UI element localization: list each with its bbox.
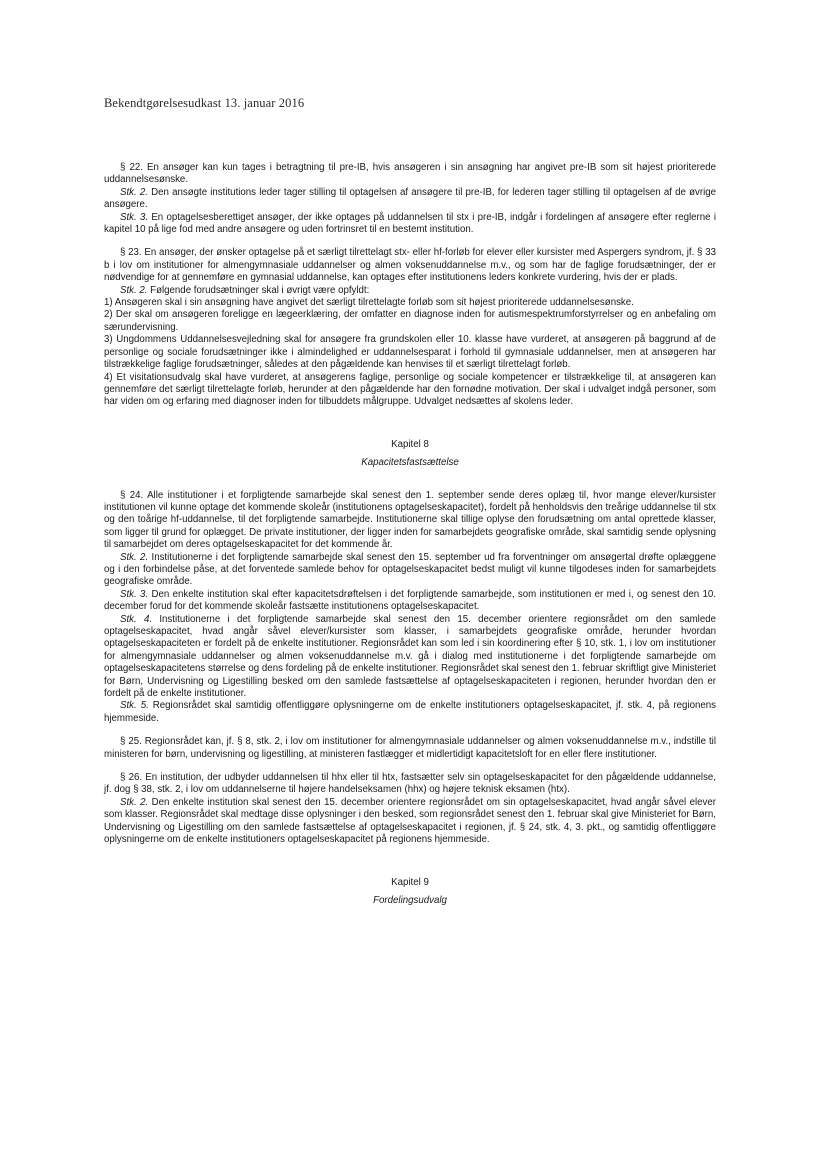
section-24-stk-4 xyxy=(104,614,716,701)
stk-text: En optagelsesberettiget ansøger, der ikke optages på uddannelsen til stx i pre-IB, indgår i fordelingen af ansøgere efter reglerne i kapitel 10 på lige fod med andre ansøgere og uden fortrinsret til en bestemt institution. xyxy=(104,211,716,236)
stk-text: Den enkelte institution skal senest den 15. december orientere regionsrådet om sin optagelseskapacitet, hvad angår såvel elever som klasser. Regionsrådet skal medtage disse oplysninger i den besked, som regionsrådet senest den 1. februar skal give Ministeriet for Børn, Undervisning og Ligestilling om den samlede fastsættelse af optagelseskapacitet i regionen, jf. § 24, stk. 4, 3. pkt., og samtidig offentliggøre oplysningerne om de enkelte institutioners optagelseskapacitet på regionens hjemmeside. xyxy=(104,796,716,846)
section-23: § 23. En ansøger, der ønsker optagelse på et særligt tilrettelagt stx- eller hf-forløb for elever eller kursister med Aspergers syndrom, jf. § 33 b i lov om institutioner for almengymnasiale uddannelser og almen voksenuddannelse m.v., og som har de faglige forudsætninger, der er nødvendige for at gennemføre en gymnasial uddannelse, kan optages efter institutionens leders konkrete vurdering, hvis der er plads. xyxy=(104,247,716,284)
stk-label: Stk. 4. xyxy=(120,613,153,625)
section-23-stk-2 xyxy=(104,285,716,297)
stk-label: Stk. 3. xyxy=(120,211,149,223)
list-item: 1) Ansøgeren skal i sin ansøgning have angivet det særligt tilrettelagte forløb som sit højest prioriterede uddannelsesønske. xyxy=(104,297,634,309)
document-body xyxy=(104,162,716,907)
list-item: 2) Der skal om ansøgeren foreligge en lægeerklæring, der omfatter en diagnose inden for autismespektrumforstyrrelser og en anbefaling om særundervisning. xyxy=(104,309,716,333)
section-24-stk-5 xyxy=(104,700,716,725)
chapter-9-title: Fordelingsudvalg xyxy=(373,894,447,906)
stk-label: Stk. 3. xyxy=(120,588,149,600)
page-header: Bekendtgørelsesudkast 13. januar 2016 xyxy=(104,96,305,110)
section-24-stk-3 xyxy=(104,589,716,614)
stk-label: Stk. 2. xyxy=(120,551,149,563)
stk-label: Stk. 2. xyxy=(120,796,149,808)
section-24-stk-2 xyxy=(104,552,716,589)
stk-text: Regionsrådet skal samtidig offentliggøre oplysningerne om de enkelte institutioners optagelseskapacitet, jf. stk. 4, på regionens hjemmeside. xyxy=(104,700,716,724)
stk-text: Følgende forudsætninger skal i øvrigt være opfyldt: xyxy=(147,284,370,296)
section-26: § 26. En institution, der udbyder uddannelsen til hhx eller til htx, fastsætter selv sin optagelseskapacitet for den pågældende uddannelse, jf. dog § 38, stk. 2, i lov om uddannelserne til højere handelseksamen (hhx) og højere teknisk eksamen (htx). xyxy=(104,772,716,796)
stk-label: Stk. 2. xyxy=(120,284,148,296)
stk-text: Den ansøgte institutions leder tager stilling til optagelsen af ansøgere til pre-IB, for lederen tager stilling til optagelsen af de øvrige ansøgere. xyxy=(104,186,716,211)
list-item: 3) Ungdommens Uddannelsesvejledning skal for ansøgere fra grundskolen eller 10. klasse have vurderet, at ansøgeren på baggrund af de personlige og sociale forudsætninger ikke i almindelighed er uddannelsesparat i forhold til gymnasiale uddannelser, men at ansøgeren har tilstrækkelige faglige forudsætninger, således at den pågældende kan henvises til et særligt tilrettelagt forløb. xyxy=(104,334,716,371)
stk-text: Institutionerne i det forpligtende samarbejde skal senest den 15. december orientere regionsrådet om den samlede optagelseskapacitet, hvad angår såvel elever/kursister som klasser, i samarbejdets geografiske område, herunder hvordan optagelseskapaciteten er fordelt på de enkelte institutioner. Regionsrådet kan som led i sin koordinering efter § 10, stk. 1, i lov om institutioner for almengymnasiale uddannelser og almen voksenuddannelse m.v. gå i dialog med institutionerne i det forpligtende samarbejde om optagelseskapacitetens størrelse og dens fordeling på de enkelte institutioner. Regionsrådet skal senest den 1. februar skriftligt give Ministeriet for Børn, Undervisning og Ligestilling besked om den samlede fastsættelse af optagelseskapaciteten i regionen, herunder hvordan den er fordelt på de enkelte institutioner. xyxy=(104,613,716,700)
section-25: § 25. Regionsrådet kan, jf. § 8, stk. 2, i lov om institutioner for almengymnasiale uddannelser og almen voksenuddannelse m.v., indstille til ministeren for børn, undervisning og ligestilling, at ministeren fastlægger et midlertidigt kapacitetsloft for en eller flere institutioner. xyxy=(104,736,716,760)
chapter-8-label: Kapitel 8 xyxy=(391,438,429,450)
stk-text: Den enkelte institution skal efter kapacitetsdrøftelsen i det forpligtende samarbejde, som institutionen er med i, og senest den 10. december forud for det kommende skoleår fastsætte institutionens optagelseskapacitet. xyxy=(104,588,717,613)
list-item: 4) Et visitationsudvalg skal have vurderet, at ansøgerens faglige, personlige og sociale kompetencer er tilstrækkelige til, at ansøgeren kan gennemføre det særligt tilrettelagte forløb, herunder at den pågældende har den fornødne motivation. Der skal i udvalget indgå personer, som har viden om og erfaring med diagnoser inden for tilbuddets målgruppe. Udvalget nedsættes af skolens leder. xyxy=(104,371,716,408)
stk-label: Stk. 5. xyxy=(120,700,149,712)
section-22-stk-3 xyxy=(104,212,716,237)
section-24: § 24. Alle institutioner i et forpligtende samarbejde skal senest den 1. september sende deres oplæg til, hvor mange elever/kursister institutionen vil kunne optage det kommende skoleår (institutionens optagelseskapacitet), fordelt på henholdsvis den treårige uddannelse til stx og den toårige hf-uddannelse, til det forpligtende samarbejde. Institutionerne skal tillige oplyse den forudsætning om antal oprettede klasser, som ligger til grund for oplægget. De private institutioner, der ligger inden for samarbejdets geografiske område, skal samtidig sende oplysning til samarbejdet om deres optagelseskapacitet for det kommende år. xyxy=(104,489,716,551)
chapter-8-title: Kapacitetsfastsættelse xyxy=(361,457,459,469)
section-22: § 22. En ansøger kan kun tages i betragtning til pre-IB, hvis ansøgeren i sin ansøgning har angivet pre-IB som sit højest prioriterede uddannelsesønske. xyxy=(104,162,716,186)
stk-label: Stk. 2. xyxy=(120,186,148,198)
section-22-stk-2 xyxy=(104,187,716,212)
stk-text: Institutionerne i det forpligtende samarbejde skal senest den 15. september ud fra forventninger om ansøgertal drøfte oplæggene og i den forbindelse påse, at det forventede samlede behov for optagelseskapacitet bedst muligt vil kunne tilgodeses inden for samarbejdets geografiske område. xyxy=(104,551,716,588)
section-26-stk-2 xyxy=(104,797,716,847)
chapter-9-label: Kapitel 9 xyxy=(391,876,429,888)
